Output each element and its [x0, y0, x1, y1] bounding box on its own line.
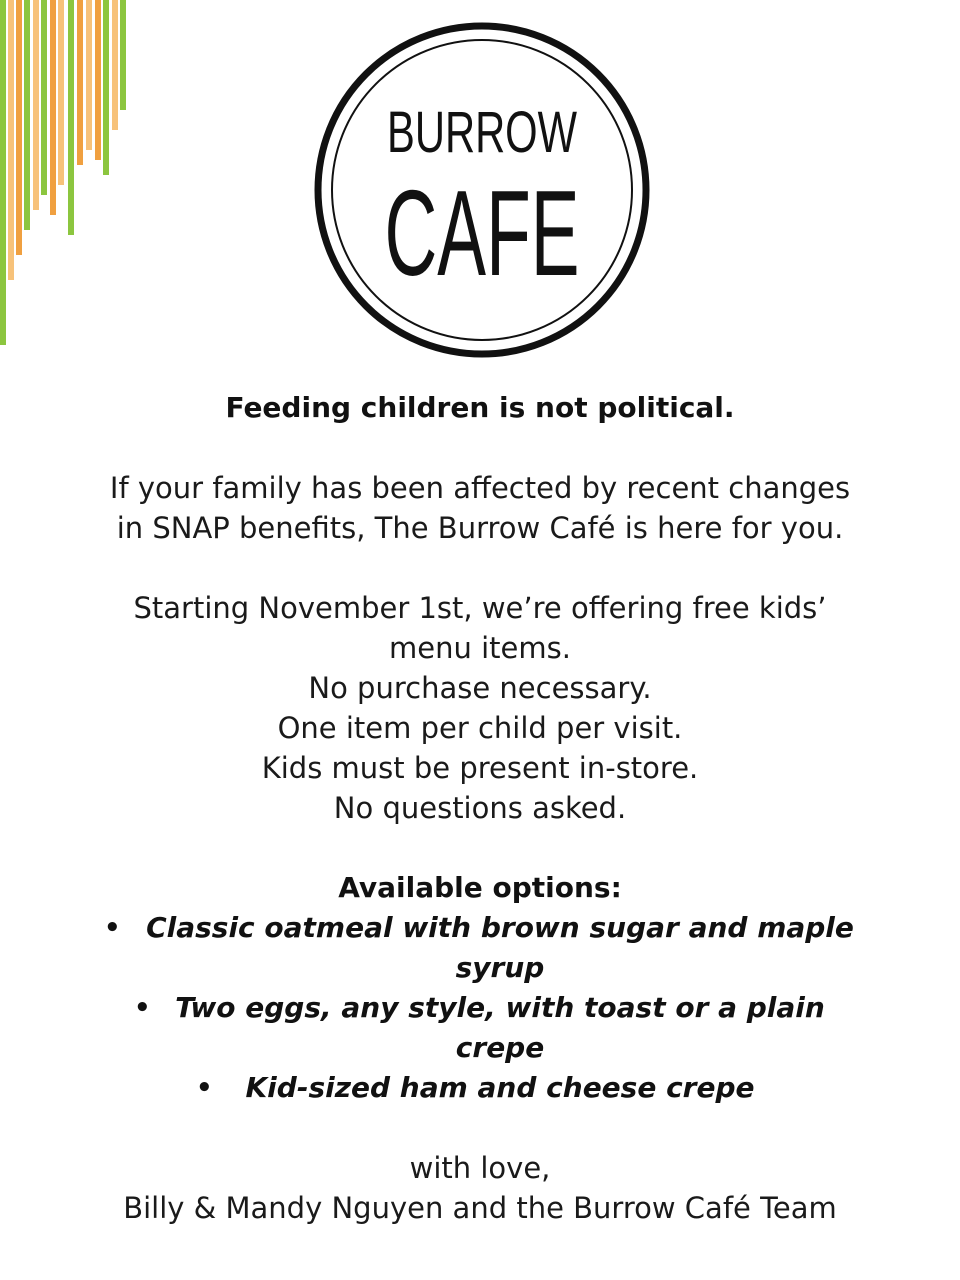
intro-paragraph	[0, 468, 960, 548]
options-title: Available options:	[338, 871, 622, 904]
option-item	[80, 908, 880, 988]
logo-word-cafe: CAFE	[384, 165, 580, 301]
details-line: menu items.	[389, 631, 571, 665]
option-text: Two eggs, any style, with toast or a plain	[175, 991, 825, 1024]
option-text: Classic oatmeal with brown sugar and maple	[146, 911, 854, 944]
signoff-line: Billy & Mandy Nguyen and the Burrow Café Team	[123, 1191, 837, 1225]
decorative-stripes	[0, 0, 130, 360]
intro-line: If your family has been affected by recent changes	[109, 471, 851, 505]
option-item	[180, 1068, 780, 1108]
details-line: Starting November 1st, we’re offering free kids’	[133, 591, 827, 625]
details-line: No questions asked.	[333, 791, 627, 825]
option-text: Kid-sized ham and cheese crepe	[245, 1071, 755, 1104]
spacer	[0, 828, 960, 868]
spacer	[0, 428, 960, 468]
details-paragraph	[0, 588, 960, 828]
signoff-paragraph	[0, 1148, 960, 1228]
option-text: crepe	[455, 1031, 545, 1064]
burrow-cafe-logo	[312, 20, 652, 360]
details-line: Kids must be present in-store.	[261, 751, 699, 785]
spacer	[0, 548, 960, 588]
flyer-content	[0, 388, 960, 1228]
headline: Feeding children is not political.	[225, 391, 735, 424]
intro-line: in SNAP benefits, The Burrow Café is here for you.	[116, 511, 844, 545]
bullet-icon: •	[196, 1073, 213, 1103]
option-item	[110, 988, 850, 1068]
bullet-icon: •	[134, 993, 151, 1023]
details-line: One item per child per visit.	[277, 711, 683, 745]
option-text: syrup	[455, 951, 545, 984]
spacer	[0, 1108, 960, 1148]
signoff-line: with love,	[409, 1151, 551, 1185]
logo-word-burrow: BURROW	[387, 100, 578, 165]
bullet-icon: •	[104, 913, 121, 943]
details-line: No purchase necessary.	[308, 671, 652, 705]
